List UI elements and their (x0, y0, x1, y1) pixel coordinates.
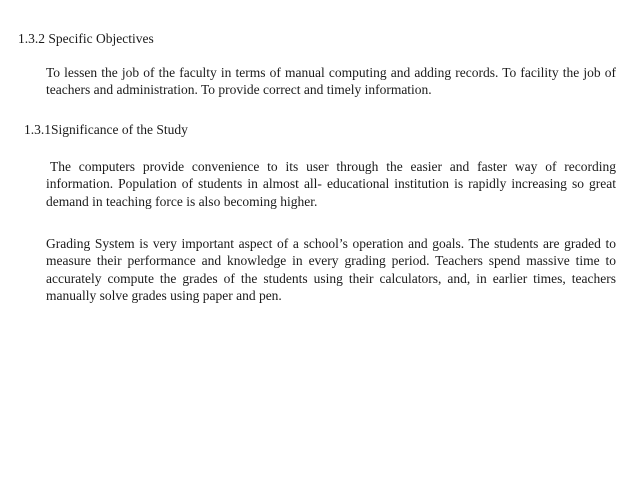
section-heading-significance: 1.3.1Significance of the Study (24, 122, 188, 137)
significance-paragraph-grading-system: Grading System is very important aspect of a school’s operation and goals. The students are graded to measure their performance and knowledge in every grading period. Teachers spend massive time to accurately compute the grades of the students using their calculators, and, in earlier times, teachers manually solve grades using paper and pen. (46, 236, 616, 303)
objectives-paragraph: To lessen the job of the faculty in terms of manual computing and adding records. To facility the job of teachers and administration. To provide correct and timely information. (46, 65, 616, 98)
section-heading-specific-objectives: 1.3.2 Specific Objectives (18, 31, 154, 46)
significance-paragraph-computers: The computers provide convenience to its user through the easier and faster way of recording information. Population of students in almost all- educational institution is rapidly increasing so great demand in teaching force is also becoming higher. (46, 159, 616, 209)
